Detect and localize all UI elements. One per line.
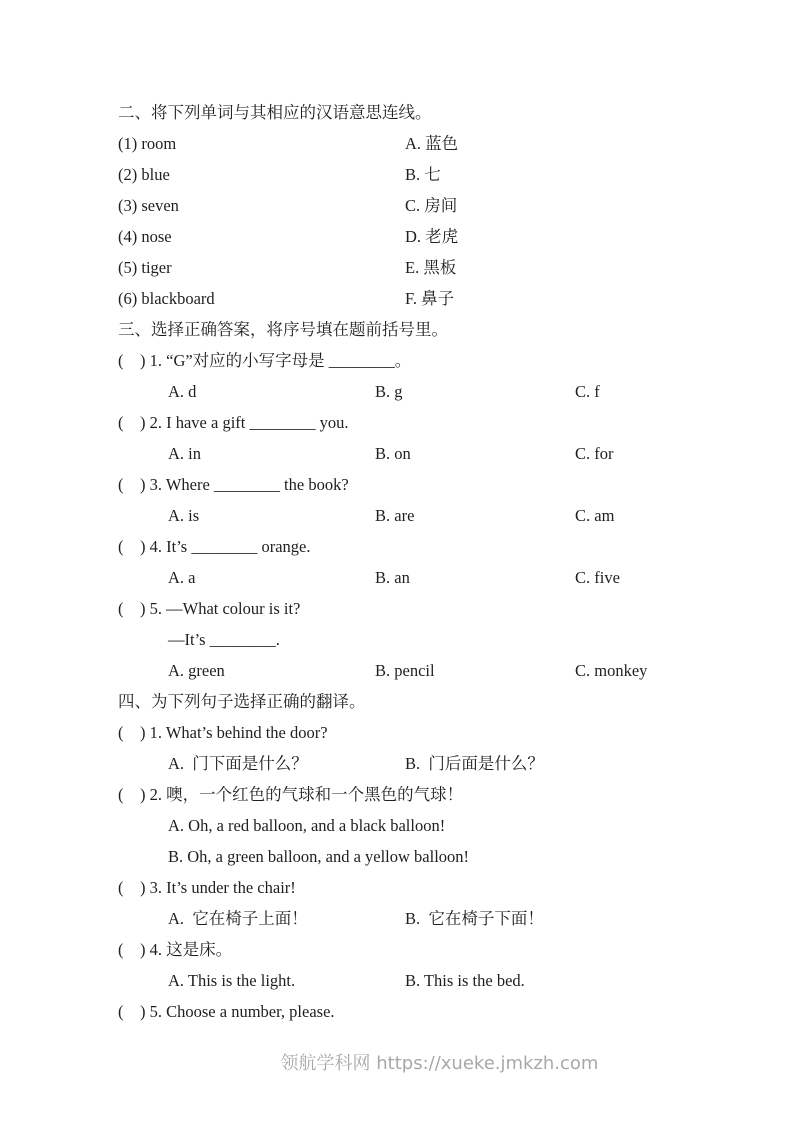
question-stem: ( ) 4. It’s ________ orange.	[118, 537, 311, 556]
question-stem: ( ) 5. Choose a number, please.	[118, 1002, 335, 1021]
options-row	[118, 562, 733, 593]
option-c: C. for	[575, 444, 614, 463]
question-stem: ( ) 2. 噢，一个红色的气球和一个黑色的气球！	[118, 785, 464, 804]
match-meaning: E. 黑板	[405, 258, 457, 277]
option-b: B. 它在椅子下面！	[405, 909, 544, 928]
match-row	[118, 283, 733, 314]
option-b: B. g	[375, 382, 403, 401]
options-row	[118, 438, 733, 469]
option-c: C. monkey	[575, 661, 648, 680]
question-stem: ( ) 1. What’s behind the door?	[118, 723, 328, 742]
option-c: C. f	[575, 382, 600, 401]
match-word: (2) blue	[118, 165, 170, 184]
match-row	[118, 128, 733, 159]
question-stem: ( ) 1. “G”对应的小写字母是 ________。	[118, 351, 412, 370]
option-a: A. 它在椅子上面！	[168, 909, 308, 928]
match-row	[118, 221, 733, 252]
option-c: C. am	[575, 506, 615, 525]
question-stem: ( ) 3. Where ________ the book?	[118, 475, 349, 494]
worksheet-page	[118, 97, 733, 1027]
option-a: A. This is the light.	[168, 971, 296, 990]
option-b: B. are	[375, 506, 415, 525]
question-stem: ( ) 2. I have a gift ________ you.	[118, 413, 349, 432]
match-meaning: D. 老虎	[405, 227, 459, 246]
match-word: (3) seven	[118, 196, 179, 215]
option-b: B. This is the bed.	[405, 971, 525, 990]
match-row	[118, 159, 733, 190]
option-a: A. is	[168, 506, 200, 525]
options-row	[118, 376, 733, 407]
match-word: (4) nose	[118, 227, 172, 246]
match-meaning: B. 七	[405, 165, 441, 184]
match-meaning: F. 鼻子	[405, 289, 455, 308]
options-row	[118, 500, 733, 531]
option-b: B. 门后面是什么？	[405, 754, 544, 773]
option-a: A. green	[168, 661, 225, 680]
question-stem: ( ) 3. It’s under the chair!	[118, 878, 296, 897]
options-row	[118, 748, 733, 779]
section2-title: 二、将下列单词与其相应的汉语意思连线。	[118, 103, 432, 122]
option-a: A. Oh, a red balloon, and a black balloon!	[168, 816, 446, 835]
option-a: A. 门下面是什么？	[168, 754, 308, 773]
option-a: A. d	[168, 382, 197, 401]
site-watermark: 领航学科网 https://xueke.jmkzh.com	[280, 1053, 599, 1074]
options-row	[118, 965, 733, 996]
option-b: B. an	[375, 568, 410, 587]
match-word: (6) blackboard	[118, 289, 215, 308]
option-b: B. Oh, a green balloon, and a yellow balloon!	[168, 847, 470, 866]
option-a: A. in	[168, 444, 201, 463]
match-meaning: A. 蓝色	[405, 134, 459, 153]
match-word: (1) room	[118, 134, 177, 153]
match-word: (5) tiger	[118, 258, 172, 277]
section3-title: 三、选择正确答案，将序号填在题前括号里。	[118, 320, 448, 339]
option-a: A. a	[168, 568, 196, 587]
question-stem-line2: —It’s ________.	[168, 630, 280, 649]
match-row	[118, 190, 733, 221]
question-stem: ( ) 5. —What colour is it?	[118, 599, 301, 618]
question-stem: ( ) 4. 这是床。	[118, 940, 233, 959]
match-meaning: C. 房间	[405, 196, 458, 215]
options-row	[118, 903, 733, 934]
option-b: B. pencil	[375, 661, 435, 680]
section4-title: 四、为下列句子选择正确的翻译。	[118, 692, 366, 711]
option-c: C. five	[575, 568, 620, 587]
options-row	[118, 655, 733, 686]
match-row	[118, 252, 733, 283]
option-b: B. on	[375, 444, 411, 463]
